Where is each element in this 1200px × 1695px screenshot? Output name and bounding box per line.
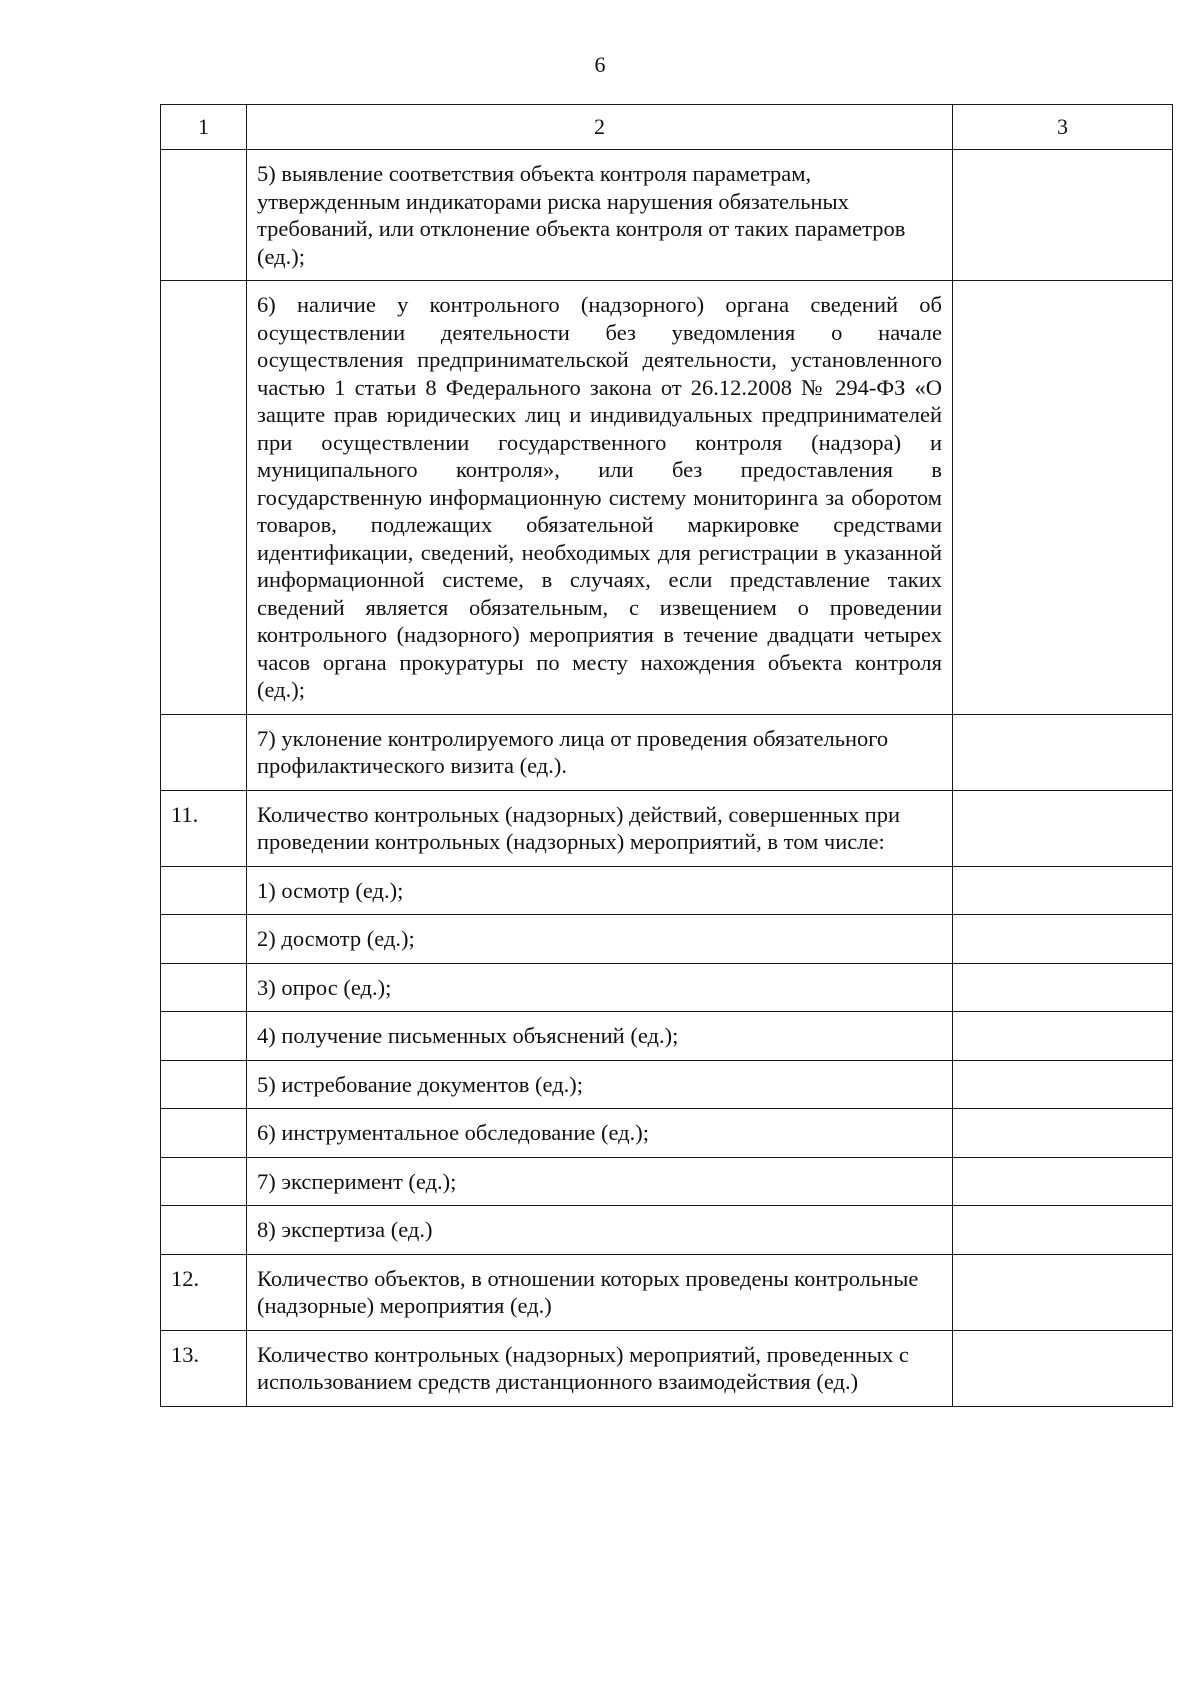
row-number-cell (161, 1157, 247, 1206)
row-text-cell: 6) инструментальное обследование (ед.); (247, 1109, 953, 1158)
row-value-cell (953, 714, 1173, 790)
header-col-1: 1 (161, 105, 247, 150)
row-text-cell: 5) истребование документов (ед.); (247, 1060, 953, 1109)
row-value-cell (953, 790, 1173, 866)
row-number-cell (161, 1206, 247, 1255)
row-value-cell (953, 1254, 1173, 1330)
table-row (161, 915, 1173, 964)
table-row (161, 150, 1173, 281)
row-number-cell: 11. (161, 790, 247, 866)
row-text-cell: 4) получение письменных объяснений (ед.); (247, 1012, 953, 1061)
row-number-cell (161, 866, 247, 915)
row-value-cell (953, 150, 1173, 281)
row-value-cell (953, 281, 1173, 715)
table-row (161, 1012, 1173, 1061)
row-number-cell (161, 281, 247, 715)
table-row (161, 790, 1173, 866)
table-row (161, 866, 1173, 915)
row-value-cell (953, 1060, 1173, 1109)
table-row (161, 963, 1173, 1012)
row-value-cell (953, 1109, 1173, 1158)
row-text-cell: 6) наличие у контрольного (надзорного) органа сведений об осуществлении деятельности без уведомления о начале осуществления предпринимательской деятельности, установленного частью 1 статьи 8 Федерального закона от 26.12.2008 № 294-ФЗ «О защите прав юридических лиц и индивидуальных предпринимателей при осуществлении государственного контроля (надзора) и муниципального контроля», или без предоставления в государственную информационную систему мониторинга за оборотом товаров, подлежащих обязательной маркировке средствами идентификации, сведений, необходимых для регистрации в указанной информационной системе, в случаях, если представление таких сведений является обязательным, с извещением о проведении контрольного (надзорного) мероприятия в течение двадцати четырех часов органа прокуратуры по месту нахождения объекта контроля (ед.); (247, 281, 953, 715)
row-number-cell (161, 714, 247, 790)
row-number-cell (161, 915, 247, 964)
row-number-cell (161, 963, 247, 1012)
row-value-cell (953, 1206, 1173, 1255)
table-row (161, 1109, 1173, 1158)
row-text-cell: 7) уклонение контролируемого лица от проведения обязательного профилактического визита (ед.). (247, 714, 953, 790)
table-row (161, 1060, 1173, 1109)
row-value-cell (953, 1157, 1173, 1206)
row-number-cell (161, 1060, 247, 1109)
table-row (161, 714, 1173, 790)
row-value-cell (953, 915, 1173, 964)
table-row (161, 1206, 1173, 1255)
table-row (161, 1254, 1173, 1330)
row-value-cell (953, 1330, 1173, 1406)
row-text-cell: 7) эксперимент (ед.); (247, 1157, 953, 1206)
row-number-cell (161, 150, 247, 281)
row-number-cell: 13. (161, 1330, 247, 1406)
header-col-2: 2 (247, 105, 953, 150)
indicators-table (160, 104, 1173, 1407)
header-col-3: 3 (953, 105, 1173, 150)
row-value-cell (953, 866, 1173, 915)
table-row (161, 1330, 1173, 1406)
table-row (161, 281, 1173, 715)
page-number: 6 (594, 52, 606, 77)
row-text-cell: 8) экспертиза (ед.) (247, 1206, 953, 1255)
row-text-cell: 5) выявление соответствия объекта контроля параметрам, утвержденным индикаторами риска нарушения обязательных требований, или отклонение объекта контроля от таких параметров (ед.); (247, 150, 953, 281)
row-number-cell (161, 1109, 247, 1158)
row-value-cell (953, 1012, 1173, 1061)
row-text-cell: Количество объектов, в отношении которых проведены контрольные (надзорные) мероприятия (ед.) (247, 1254, 953, 1330)
table-row (161, 1157, 1173, 1206)
row-text-cell: 1) осмотр (ед.); (247, 866, 953, 915)
table-header-row (161, 105, 1173, 150)
row-text-cell: 2) досмотр (ед.); (247, 915, 953, 964)
row-text-cell: Количество контрольных (надзорных) мероприятий, проведенных с использованием средств дистанционного взаимодействия (ед.) (247, 1330, 953, 1406)
row-number-cell (161, 1012, 247, 1061)
row-text-cell: 3) опрос (ед.); (247, 963, 953, 1012)
row-number-cell: 12. (161, 1254, 247, 1330)
row-text-cell: Количество контрольных (надзорных) действий, совершенных при проведении контрольных (надзорных) мероприятий, в том числе: (247, 790, 953, 866)
row-value-cell (953, 963, 1173, 1012)
